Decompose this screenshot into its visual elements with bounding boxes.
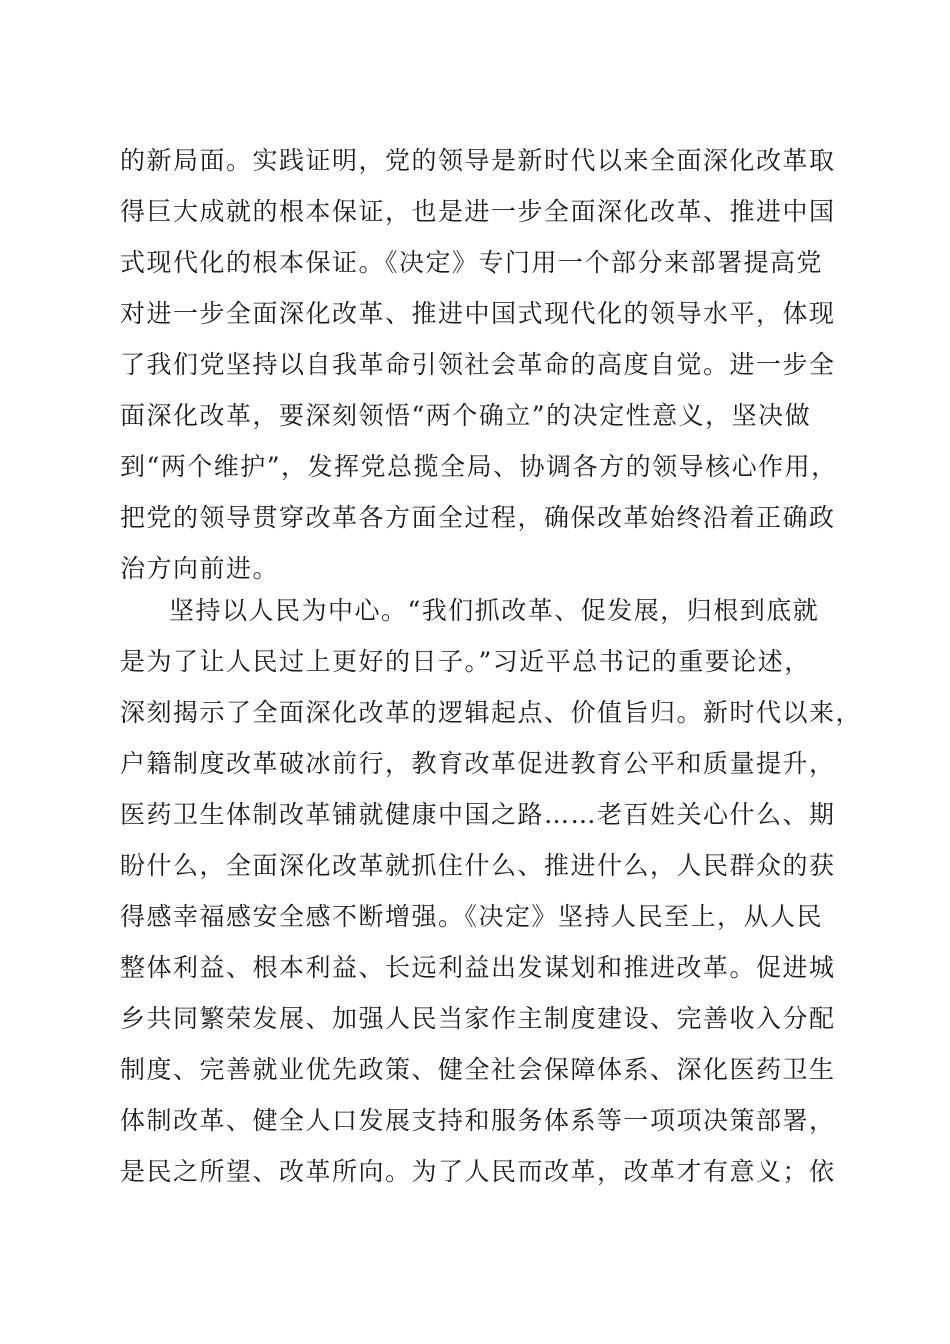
paragraph-line: 是民之所望、改革所向。为了人民而改革，改革才有意义；依 [120,1157,836,1186]
paragraph-line: 了我们党坚持以自我革命引领社会革命的高度自觉。进一步全 [120,350,836,379]
paragraph-line: 坚持以人民为中心。“我们抓改革、促发展，归根到底就 [169,596,820,625]
paragraph-line: 是为了让人民过上更好的日子。”习近平总书记的重要论述， [120,647,811,676]
paragraph-line: 盼什么，全面深化改革就抓住什么、推进什么，人民群众的获 [120,851,836,880]
paragraph-line: 到“两个维护”，发挥党总揽全局、协调各方的领导核心作用， [120,452,838,481]
paragraph-line: 深刻揭示了全面深化改革的逻辑起点、价值旨归。新时代以来， [120,698,863,727]
paragraph-line: 对进一步全面深化改革、推进中国式现代化的领导水平，体现 [120,299,836,328]
paragraph-line: 医药卫生体制改革铺就健康中国之路……老百姓关心什么、期 [120,800,836,829]
paragraph-line: 整体利益、根本利益、长远利益出发谋划和推进改革。促进城 [120,953,836,982]
paragraph-line: 治方向前进。 [120,554,280,583]
paragraph-line: 制度、完善就业优先政策、健全社会保障体系、深化医药卫生 [120,1055,836,1084]
paragraph-line: 得感幸福感安全感不断增强。《决定》坚持人民至上，从人民 [120,902,824,931]
paragraph-line: 面深化改革，要深刻领悟“两个确立”的决定性意义，坚决做 [120,401,812,430]
paragraph-line: 体制改革、健全人口发展支持和服务体系等一项项决策部署， [120,1106,836,1135]
paragraph-line: 式现代化的根本保证。《决定》专门用一个部分来部署提高党 [120,248,824,277]
paragraph-line: 户籍制度改革破冰前行，教育改革促进教育公平和质量提升， [120,749,836,778]
paragraph-line: 把党的领导贯穿改革各方面全过程，确保改革始终沿着正确政 [120,503,836,532]
paragraph-line: 乡共同繁荣发展、加强人民当家作主制度建设、完善收入分配 [120,1004,836,1033]
paragraph-line: 的新局面。实践证明，党的领导是新时代以来全面深化改革取 [120,146,836,175]
paragraph-line: 得巨大成就的根本保证，也是进一步全面深化改革、推进中国 [120,197,836,226]
